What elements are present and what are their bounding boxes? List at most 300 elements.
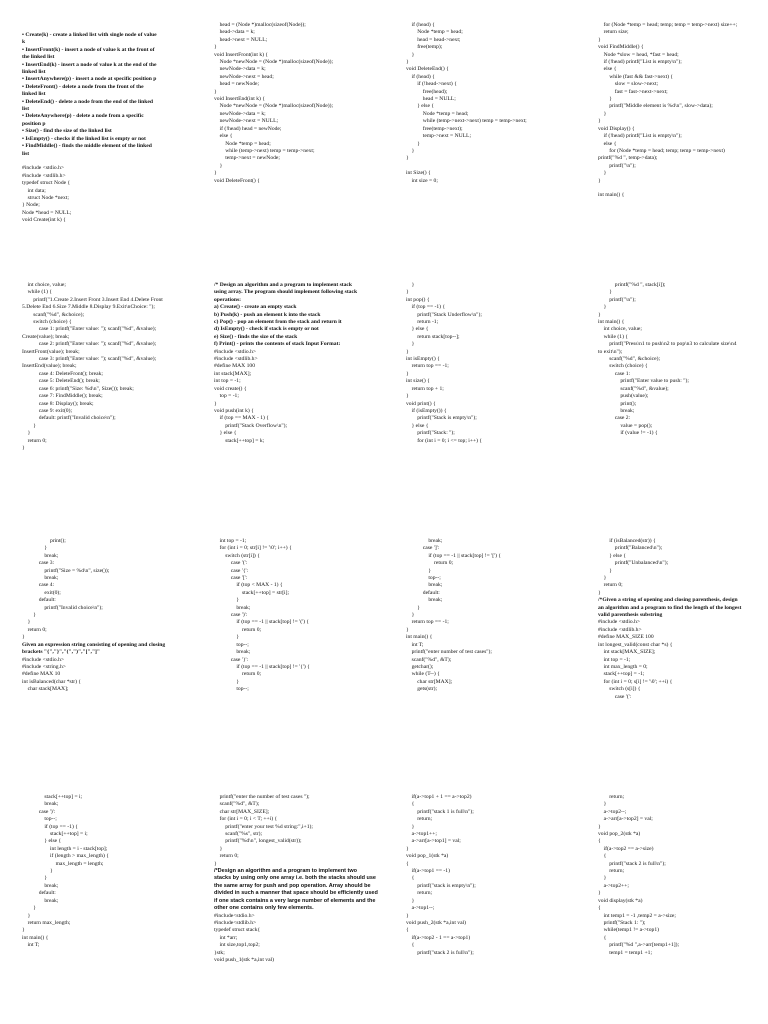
text-line: { (598, 853, 607, 860)
page-text (214, 282, 378, 445)
text-line: void DeleteFront() { (214, 177, 260, 184)
text-line: Node *temp = head; (406, 29, 463, 36)
text-line: } (22, 619, 31, 626)
page-4 (576, 0, 768, 256)
text-line: } (22, 545, 48, 552)
text-line: printf("enter the number of test cases "); (214, 794, 310, 800)
text-line: int Size() { (406, 170, 431, 177)
text-line: return size; (598, 29, 629, 36)
text-line: } (598, 289, 612, 296)
text-line: } (214, 845, 223, 852)
text-line: } (22, 875, 48, 882)
text-line: #include <stdio.h> (214, 348, 257, 355)
text-line: } (214, 860, 217, 867)
text-line: stack[++top] = -1; (598, 671, 645, 678)
text-line: position p (22, 120, 46, 127)
text-line: while (temp->next) temp = temp->next; (214, 147, 315, 154)
text-line: Node *slow = head, *fast = head; (598, 51, 679, 58)
text-line: print(); (598, 400, 637, 407)
text-line: break; (22, 801, 59, 808)
text-line: f) Print() - prints the contents of stack Input Format: (214, 341, 341, 348)
page-text (214, 794, 378, 964)
text-line: struct Node *next; (22, 194, 69, 201)
page-12 (576, 512, 768, 768)
text-line: return 0; (22, 437, 47, 444)
text-line: int isBalanced(char *str) { (22, 678, 82, 685)
text-line: return; (598, 868, 625, 875)
text-line: void pop_1(stk *a) (406, 853, 449, 860)
text-line: return -1; (406, 319, 439, 326)
text-line: } (406, 370, 409, 377)
text-line: char str[MAX_SIZE]; (214, 808, 270, 815)
text-line: linked list (22, 69, 46, 76)
text-line: void push(int k) { (214, 407, 254, 414)
text-line: printf("1.Create 2.Insert Front 3.Insert End 4.Delete Front (22, 296, 163, 303)
text-line: return top + 1; (406, 385, 444, 392)
text-line: for (Node *temp = head; temp; temp = temp->next) (598, 147, 725, 154)
text-line: an algorithm and a program to find the length of the longest (598, 604, 742, 611)
text-line: b) Push(k) - push an element k into the stack (214, 311, 321, 318)
text-line: int top = -1; (214, 378, 241, 385)
text-line: scanf("%d", &choice); (598, 356, 661, 363)
text-line: if (!head) printf("List is empty\n"); (598, 59, 682, 66)
text-line: return 0; (214, 853, 239, 860)
text-line: printf("stack 2 is full\n"); (598, 860, 666, 867)
text-line: } (214, 88, 217, 95)
text-line: scanf("%d", &choice); (22, 311, 85, 318)
text-line: while (temp->next->next) temp = temp->next; (406, 118, 527, 125)
text-line: } (406, 823, 415, 830)
text-line: int temp1 = -1 ,temp2 = a->size; (598, 912, 676, 919)
text-line: InsertFront(value); break; (22, 348, 80, 355)
text-line: • IsEmpty() - checks if the linked list is empty or not (22, 135, 146, 142)
text-line: temp->next = newNode; (214, 155, 280, 162)
page-text (598, 538, 762, 701)
text-line: } (406, 567, 432, 574)
text-line: a->top2--; (598, 808, 627, 815)
text-line: case ')': (214, 612, 248, 619)
text-line: free(head); (406, 88, 448, 95)
text-line: other one contains only few elements. (214, 905, 314, 912)
page-9 (0, 512, 192, 768)
text-line: } (598, 567, 612, 574)
text-line: int size,top1,top2; (214, 942, 260, 949)
page-text (598, 282, 762, 438)
text-line: Node *temp = head; (214, 140, 271, 147)
text-line: linked list (22, 91, 46, 98)
text-line: free(temp); (406, 44, 443, 51)
text-line: value = pop(); (598, 422, 653, 429)
page-10 (192, 512, 384, 768)
text-line: } (22, 612, 36, 619)
text-line: case '[': (214, 575, 248, 582)
text-line: #include <stdlib.h> (214, 356, 258, 363)
text-line: } (406, 282, 415, 288)
page-text (598, 794, 762, 957)
text-line: stack[++top] = k; (214, 437, 265, 444)
text-line: } (214, 170, 217, 177)
text-line: void print() { (406, 400, 436, 407)
text-line: printf("stack is empty\n"); (406, 882, 476, 889)
text-line: int main() { (598, 192, 625, 199)
text-line: if (head) { (406, 73, 435, 80)
text-line: } (406, 348, 409, 355)
text-line: if (!head->next) { (406, 81, 457, 88)
text-line: to exit\n"); (598, 348, 623, 355)
text-line: } (598, 823, 601, 830)
text-line: } (406, 59, 409, 66)
text-line: if (head) { (406, 22, 435, 28)
text-line: typedef struct Node { (22, 180, 71, 187)
text-line: • DeleteFront() - delete a node from the front of the (22, 83, 144, 90)
page-text (22, 794, 186, 950)
text-line: { (406, 875, 415, 882)
text-line: } (406, 845, 409, 852)
text-line: void pop_2(stk *a) (598, 831, 641, 838)
text-line: if (top == -1) { (406, 304, 446, 311)
text-line: printf("Size = %d\n", size()); (22, 567, 110, 574)
text-line: break; (406, 582, 443, 589)
text-line: void display(stk *a) (598, 897, 643, 904)
text-line: for (int i = 0; str[i] != '\0'; i++) { (214, 545, 292, 552)
text-line: e) Size() - finds the size of the stack (214, 333, 298, 340)
text-line: for (int i = 0; i < T; ++i) { (214, 816, 278, 823)
text-line: int main() { (406, 634, 433, 641)
page-text (406, 282, 570, 445)
text-line: case 5: DeleteEnd(); break; (22, 378, 100, 385)
text-line: } (406, 393, 409, 400)
text-line: { (598, 905, 601, 912)
text-line: /*Design an algorithm and a program to implement two (214, 868, 358, 875)
text-line: print(); (22, 538, 66, 544)
text-line: { (406, 860, 409, 867)
text-line: } Node; (22, 202, 40, 209)
text-line: } else { (406, 422, 429, 429)
text-line: valid parenthesis substring (598, 612, 663, 619)
text-line: } (22, 912, 31, 919)
text-line: 5.Delete End 6.Size 7.Middle 8.Display 9.Exit\nChoice: "); (22, 304, 155, 311)
page-8 (576, 256, 768, 512)
text-line: int max_length = 0; (598, 663, 648, 670)
text-line: } (214, 634, 240, 641)
text-line: } (406, 604, 420, 611)
text-line: } (406, 140, 420, 147)
text-line: push(value); (598, 393, 649, 400)
text-line: top = -1; (214, 393, 239, 400)
text-line: while(temp1 != a->top1) (598, 927, 659, 934)
text-line: printf("Middle element is %d\n", slow->data); (598, 103, 713, 110)
text-line: a->top2++; (598, 882, 629, 889)
text-line: • Create(k) - create a linked list with single node of value (22, 32, 157, 38)
text-line: printf("stack 2 is full\n"); (406, 949, 474, 956)
page-text (406, 22, 570, 185)
text-line: /*Given a string of opening and closing parenthesis, design (598, 597, 738, 604)
text-line: { (598, 934, 607, 941)
text-line: break; (22, 897, 59, 904)
text-line: • DeleteAnywhere(p) - delete a node from a specific (22, 113, 144, 120)
text-line: list (22, 150, 30, 157)
text-line: head = (Node *)malloc(sizeof(Node)); (214, 22, 306, 28)
text-line: } (406, 51, 415, 58)
text-line: #include <stdio.h> (22, 165, 65, 172)
text-line: int main() { (598, 319, 625, 326)
page-text (22, 282, 186, 452)
text-line: break; (214, 604, 251, 611)
text-line: case '{': (214, 567, 249, 574)
text-line: case ')': (22, 808, 56, 815)
text-line: case 6: printf("Size: %d\n", Size()); break; (22, 385, 134, 392)
text-line: printf("Stack Overflow\n"); (214, 422, 288, 429)
text-line: Node *newNode = (Node *)malloc(sizeof(Node)); (214, 103, 334, 110)
page-1 (0, 0, 192, 256)
text-line: } (214, 44, 217, 51)
text-line: newNode->data = k; (214, 110, 266, 117)
text-line: int top = -1; (214, 538, 247, 544)
text-line: } (22, 444, 25, 451)
text-line: void FindMiddle() { (598, 44, 644, 51)
page-text (22, 32, 186, 225)
text-line: return max_length; (22, 919, 71, 926)
text-line: } (214, 162, 223, 169)
text-line: } (598, 801, 607, 808)
text-line: slow = slow->next; (598, 81, 659, 88)
text-line: if(a->top2 == a->size) (598, 845, 654, 852)
text-line: default: (22, 597, 56, 604)
text-line (22, 158, 186, 165)
text-line: operations: (214, 296, 242, 303)
text-line: case 3: printf("Enter value: "); scanf("%d", &value); (22, 356, 157, 363)
text-line: case 4: (22, 582, 55, 589)
text-line: return stack[top--]; (406, 333, 460, 340)
text-line: printf("Unbalanced\n"); (598, 560, 669, 567)
text-line: fast = fast->next->next; (598, 88, 668, 95)
text-line: int isEmpty() { (406, 356, 440, 363)
text-line: a->top1++; (406, 831, 437, 838)
text-line: return 0; (214, 626, 262, 633)
page-5 (0, 256, 192, 512)
page-7 (384, 256, 576, 512)
text-line: printf("%d\n", longest_valid(str)); (214, 838, 302, 845)
text-line: } else { (406, 326, 429, 333)
text-line: top--; (214, 686, 249, 693)
text-line: #include <stdio.h> (22, 656, 65, 663)
text-line: #define MAX 100 (214, 363, 256, 370)
text-line: gets(str); (406, 686, 438, 693)
text-line: typedef struct stack{ (214, 927, 261, 934)
text-line: printf("enter number of test cases"); (406, 649, 492, 656)
text-line: } (598, 311, 601, 318)
text-line: scanf("%d", &T); (406, 656, 452, 663)
text-line: } (406, 147, 415, 154)
text-line: a) Create() - create an empty stack (214, 304, 297, 311)
text-line: • DeleteEnd() - delete a node from the end of the linked (22, 98, 153, 105)
page-3 (384, 0, 576, 256)
text-line: printf("enter your test %d string:",i+1); (214, 823, 313, 830)
text-line: } (406, 341, 415, 348)
text-line: scanf("%d", &value); (598, 385, 669, 392)
text-line: exit(0); (22, 589, 61, 596)
text-line: break; (22, 575, 59, 582)
text-line: case 1: printf("Enter value: "); scanf("%d", &value); (22, 326, 157, 333)
text-line: • InsertFront(k) - insert a node of value k at the front of (22, 46, 155, 53)
text-line: } else { (22, 838, 62, 845)
text-line: #define MAX 10 (22, 671, 61, 678)
text-line: case 2: (598, 415, 631, 422)
page-14 (192, 768, 384, 1024)
text-line: int longest_valid(const char *s) { (598, 641, 673, 648)
text-line: • Size() - find the size of the linked list (22, 128, 112, 135)
text-line: brackets "{","}","(",")","[","]" (22, 649, 101, 656)
text-line: head = NULL; (406, 96, 456, 103)
text-line: c) Pop() - pop an element from the stack and return it (214, 319, 342, 326)
text-line: Given an expression string consisting of opening and closing (22, 641, 166, 648)
text-line: list (22, 106, 30, 113)
text-line: stacks by using only one array i.e. both the stacks should use (214, 875, 376, 882)
text-line: #include<stdio.h> (214, 912, 255, 919)
text-line: break; (406, 538, 443, 544)
text-line: top--; (214, 641, 249, 648)
text-line: void push_2(stk *a,int val) (406, 919, 466, 926)
text-line: int length = i - stack[top]; (22, 845, 108, 852)
text-line: printf("Stack: "); (406, 430, 455, 437)
text-line: if(a->top2 - 1 == a->top1) (406, 934, 471, 941)
text-line: void InsertFront(int k) { (214, 51, 269, 58)
text-line: } (22, 430, 31, 437)
text-line: } (598, 875, 607, 882)
text-line: case ']': (406, 545, 440, 552)
text-line: } (598, 36, 601, 43)
text-line: printf("Press\n1 to push\n2 to pop\n3 to calculate size\n4 (598, 341, 737, 348)
text-line: printf("%d ", stack[i]); (598, 282, 666, 288)
text-line: if (!head) printf("List is empty\n"); (598, 133, 682, 140)
text-line: return top == -1; (406, 363, 449, 370)
text-line: case '}': (214, 656, 249, 663)
text-line: • InsertEnd(k) - insert a node of value k at the end of the (22, 61, 157, 68)
text-line: if (value != -1) { (598, 430, 658, 437)
text-line: if (isBalanced(str)) { (598, 538, 656, 544)
page-16 (576, 768, 768, 1024)
text-line: default: (406, 589, 440, 596)
text-line: stack[++top] = str[i]; (214, 589, 290, 596)
text-line (406, 163, 570, 170)
page-6 (192, 256, 384, 512)
text-line: break; (22, 882, 59, 889)
text-line: while (T--) { (406, 671, 440, 678)
text-line: }stk; (214, 949, 225, 956)
text-line: printf("\n"); (598, 296, 636, 303)
text-line: } (598, 304, 607, 311)
text-line: case 3: (22, 560, 55, 567)
text-line: #define MAX_SIZE 100 (598, 634, 654, 641)
text-line: case 9: exit(0); (22, 407, 73, 414)
text-line: d) IsEmpty() - check if stack is empty or not (214, 326, 319, 333)
text-line: switch (str[i]) { (214, 552, 260, 559)
text-line: int stack[MAX]; (214, 370, 252, 377)
text-line: switch (choice) { (598, 363, 648, 370)
text-line: #include <stdlib.h> (22, 172, 66, 179)
text-line: } (22, 927, 25, 934)
text-line: switch (choice) { (22, 319, 72, 326)
text-line: { (406, 801, 415, 808)
text-line: case 1: (598, 370, 631, 377)
text-line: printf("Invalid choice\n"); (22, 604, 103, 611)
text-line: void Display() { (598, 125, 635, 132)
text-line: newNode->data = k; (214, 66, 266, 73)
text-line: { (406, 942, 415, 949)
text-line: int T; (22, 942, 40, 949)
text-line: divided in such a manner that space should be efficiently used (214, 890, 378, 897)
text-line: max_length = length; (22, 860, 104, 867)
text-line: if (top == -1 || stack[top] != '[') { (406, 552, 502, 559)
text-line: printf("%d ", temp->data); (598, 155, 658, 162)
text-line: scanf("%d", &T); (214, 801, 260, 808)
text-line: the linked list (22, 54, 55, 61)
text-line: } (214, 597, 240, 604)
text-line: return; (406, 816, 433, 823)
text-line: while (1) { (598, 333, 629, 340)
text-line: #include <string.h> (22, 663, 66, 670)
page-text (598, 22, 762, 200)
text-line: top--; (406, 575, 441, 582)
text-line: case 2: printf("Enter value: "); scanf("%d", &value); (22, 341, 157, 348)
text-line: printf("stack 1 is full\n"); (406, 808, 474, 815)
text-line: } (406, 897, 415, 904)
text-line: } (598, 575, 607, 582)
text-line: if (top < MAX - 1) { (214, 582, 283, 589)
text-line: • FindMiddle() - finds the middle element of the linked (22, 143, 152, 150)
text-line: temp->next = NULL; (406, 133, 472, 140)
text-line: if (top == MAX - 1) { (214, 415, 269, 422)
text-line: if (top == -1 || stack[top] != '(') { (214, 619, 310, 626)
text-line: printf("%d ",a->arr[temp1+1]); (598, 942, 680, 949)
text-line: void DeleteEnd() { (406, 66, 449, 73)
text-line: printf("Stack is empty\n"); (406, 415, 477, 422)
text-line: printf("Enter value to push: "); (598, 378, 689, 385)
text-line (598, 185, 762, 192)
text-line: } else { (214, 430, 237, 437)
text-line: void InsertEnd(int k) { (214, 96, 265, 103)
text-line: } (598, 118, 601, 125)
text-line: } (406, 912, 409, 919)
text-line: return 0; (406, 560, 454, 567)
text-line: a->top1--; (406, 905, 435, 912)
text-line: Create(value); break; (22, 333, 70, 340)
page-15 (384, 768, 576, 1024)
text-line: } (22, 634, 25, 641)
text-line: case 7: FindMiddle(); break; (22, 393, 103, 400)
text-line: } (22, 905, 36, 912)
page-2 (192, 0, 384, 256)
text-line: if (!head) head = newNode; (214, 125, 282, 132)
text-line: printf("Balanced\n"); (598, 545, 663, 552)
text-line: } (406, 626, 409, 633)
text-line: #include <stdio.h> (598, 619, 641, 626)
text-line: newNode->next = NULL; (214, 118, 279, 125)
text-line: /* Design an algorithm and a program to implement stack (214, 282, 353, 288)
text-line: scanf("%s", str); (214, 831, 263, 838)
text-line: } (406, 612, 415, 619)
text-line: break; (22, 552, 59, 559)
text-line: while (1) { (22, 289, 53, 296)
page-13 (0, 768, 192, 1024)
text-line: return; (598, 794, 625, 800)
text-line: if (top == -1 || stack[top] != '{') { (214, 663, 310, 670)
text-line: head->next = NULL; (214, 36, 268, 43)
text-line: the same array for push and pop operation. Array should be (214, 882, 371, 889)
text-line: int main() { (22, 934, 49, 941)
text-line: top--; (22, 816, 57, 823)
text-line: } (22, 868, 53, 875)
